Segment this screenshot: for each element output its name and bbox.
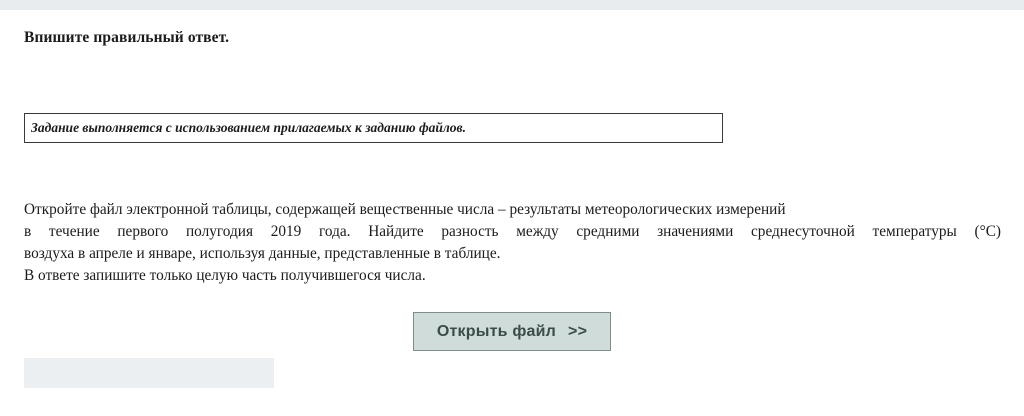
task-line-4: В ответе запишите только целую часть получившегося числа. — [24, 267, 426, 284]
answer-input[interactable] — [24, 358, 274, 388]
open-file-button[interactable] — [413, 312, 611, 351]
page-title: Впишите правильный ответ. — [24, 29, 230, 46]
task-line-3: воздуха в апреле и январе, используя данные, представленные в таблице. — [24, 245, 501, 262]
task-description — [24, 199, 1001, 287]
attached-files-note-box — [24, 113, 723, 143]
open-file-button-label: Открыть файл — [436, 322, 557, 340]
attached-files-note-text: Задание выполняется с использованием прилагаемых к заданию файлов. — [31, 120, 466, 135]
task-page — [0, 10, 1024, 416]
task-line-1: Откройте файл электронной таблицы, содержащей вещественные числа – результаты метеорологических измерений — [24, 201, 786, 218]
task-line-2: в течение первого полугодия 2019 года. Найдите разность между средними значениями среднесуточной температуры (°С) — [24, 223, 1001, 240]
top-strip — [0, 0, 1024, 10]
double-chevron-right-icon: >> — [568, 322, 588, 340]
